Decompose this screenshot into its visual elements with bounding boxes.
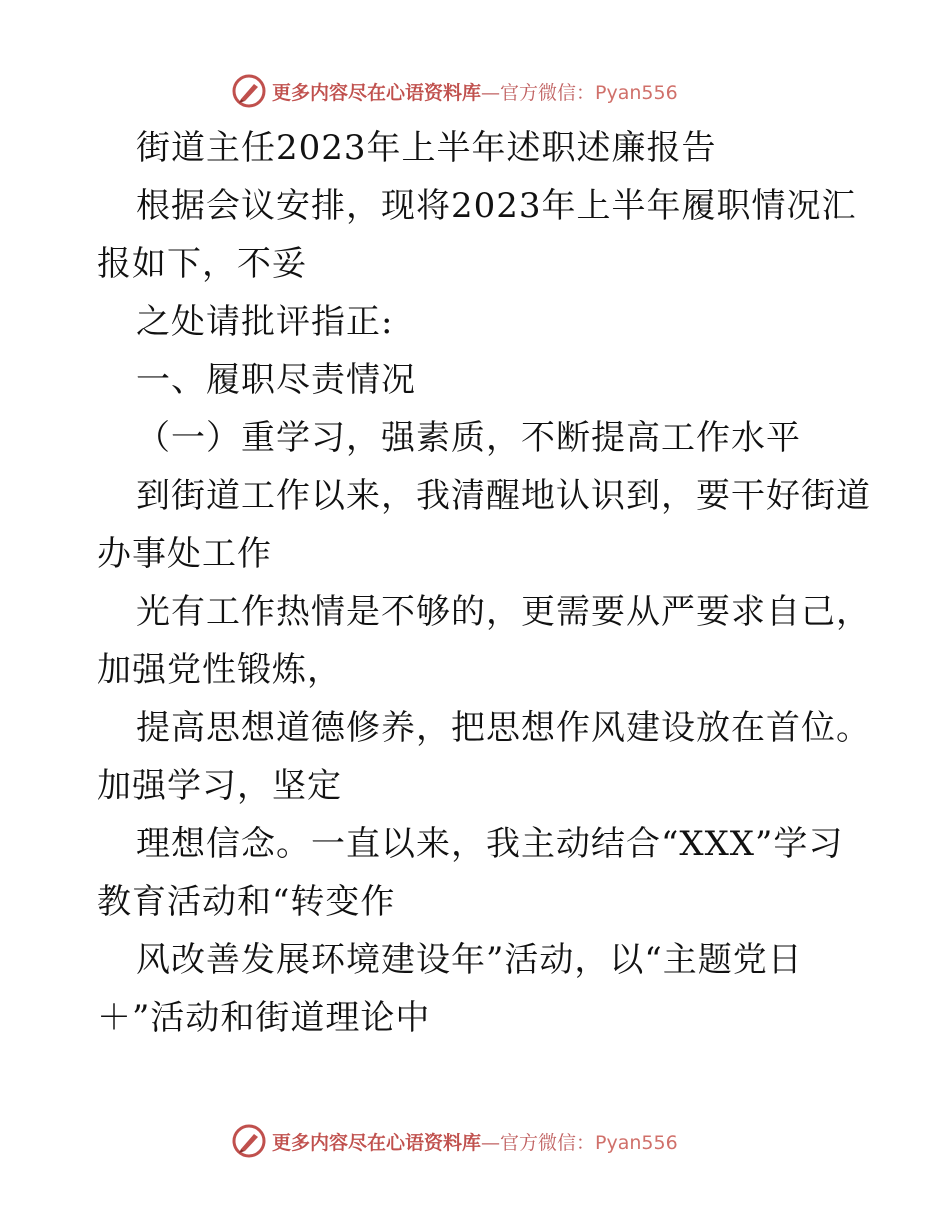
paragraph-line: 教育活动和“转变作 [97, 882, 396, 922]
document-title: 街道主任2023年上半年述职述廉报告 [136, 128, 717, 168]
pen-logo-icon [232, 1124, 266, 1158]
paragraph-line: ＋”活动和街道理论中 [97, 998, 431, 1038]
watermark-footer [232, 1121, 732, 1161]
paragraph-line: 加强学习，坚定 [97, 766, 342, 806]
paragraph-line: 办事处工作 [97, 534, 272, 574]
watermark-text: 更多内容尽在心语资料库—官方微信：Pyan556 [272, 81, 678, 104]
paragraph-line: 加强党性锻炼， [97, 650, 342, 690]
watermark-text: 更多内容尽在心语资料库—官方微信：Pyan556 [272, 1131, 678, 1154]
paragraph-line: 到街道工作以来，我清醒地认识到，要干好街道 [136, 476, 871, 516]
paragraph-line: 之处请批评指正: [136, 302, 394, 342]
section-heading: 一、履职尽责情况 [136, 360, 416, 400]
paragraph-line: 提高思想道德修养，把思想作风建设放在首位。 [136, 708, 871, 748]
paragraph-line: 风改善发展环境建设年”活动，以“主题党日 [136, 940, 803, 980]
paragraph-line: 光有工作热情是不够的，更需要从严要求自己， [136, 592, 871, 632]
paragraph-line: 理想信念。一直以来，我主动结合“XXX”学习 [136, 824, 844, 864]
subsection-heading: （一）重学习，强素质，不断提高工作水平 [136, 418, 801, 458]
paragraph-line: 根据会议安排，现将2023年上半年履职情况汇 [136, 186, 857, 226]
paragraph-line: 报如下，不妥 [97, 244, 307, 284]
